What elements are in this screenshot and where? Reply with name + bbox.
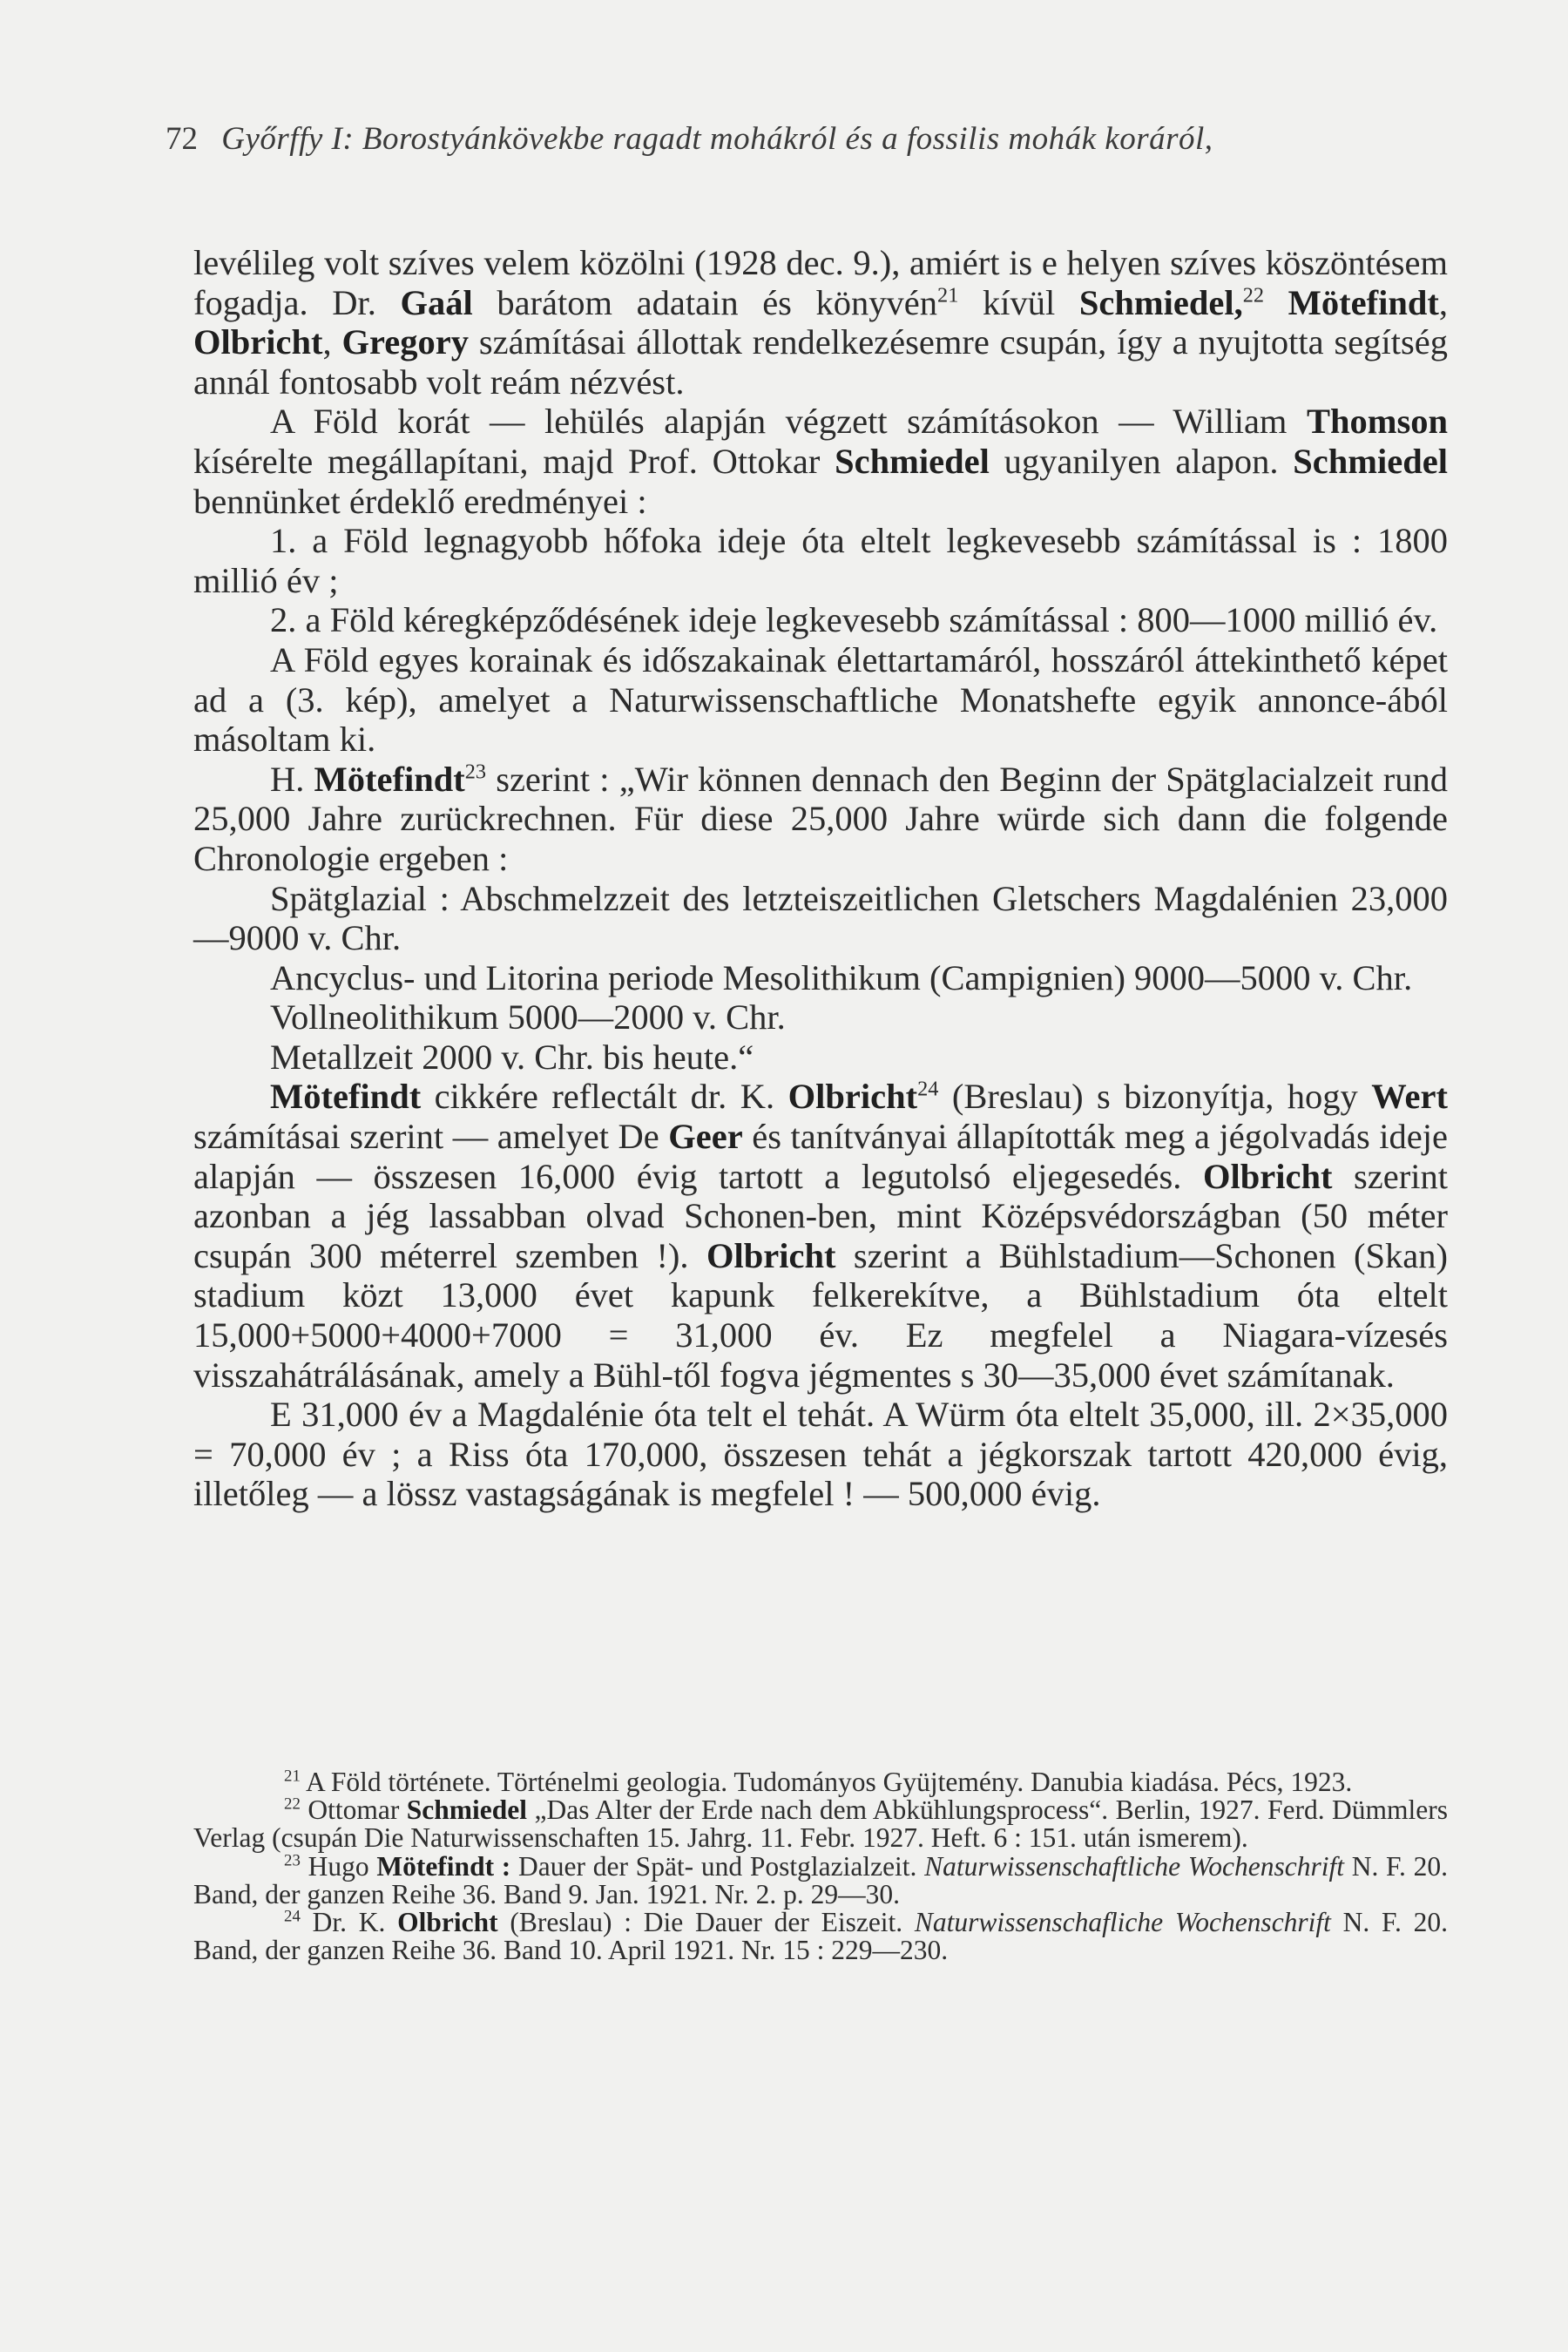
footnote-ref-21: 21 — [937, 283, 959, 308]
paragraph-3: 1. a Föld legnagyobb hőfoka ideje óta eltelt legkevesebb számítással is : 1800 millió év ; — [193, 521, 1448, 600]
footnote-22 — [193, 1796, 1448, 1852]
text-run: N. F. 20. Band, der ganzen Reihe 36. Band 10. April 1921. Nr. 15 : 229—230. — [193, 1907, 1449, 1966]
author-name: Schmiedel — [406, 1794, 528, 1826]
paragraph-10: Metallzeit 2000 v. Chr. bis heute.“ — [270, 1037, 754, 1077]
text-run: „Das Alter der Erde nach dem Abkühlungsprocess“. Berlin, 1927. Ferd. Dümmlers Verlag (csupán Die Naturwissenschaften 15. Jahrg. 11. Febr. 1927. Heft. 6 : 151. után ismerem). — [193, 1794, 1448, 1854]
text-run: N. F. 20. Band, der ganzen Reihe 36. Band 9. Jan. 1921. Nr. 2. p. 29—30. — [193, 1850, 1449, 1909]
paragraph-2 — [193, 402, 1448, 521]
text-run: szerint : „Wir können dennach den Beginn der Spätglacialzeit rund 25,000 Jahre zurückrechnen. Für diese 25,000 Jahre würde sich dann die folgende Chronologie ergeben : — [193, 759, 1448, 878]
paragraph-11 — [193, 1077, 1448, 1395]
footnote-23 — [193, 1850, 1449, 1909]
text-run: , — [1438, 282, 1448, 322]
footnote-21 — [193, 1768, 1448, 1796]
paragraph-5: A Föld egyes korainak és időszakainak élettartamáról, hosszáról áttekinthető képet ad a (3. kép), amelyet a Naturwissenschaftliche Monatshefte egyik annonce-ából másoltam ki. — [193, 639, 1448, 760]
author-name: Schmiedel, — [1078, 282, 1243, 322]
text-run: (Breslau) : Die Dauer der Eiszeit. — [497, 1907, 915, 1938]
footnote-ref-22: 22 — [1242, 283, 1265, 308]
footnote-number: 22 — [284, 1794, 301, 1814]
footnote-24 — [193, 1909, 1448, 1964]
text-run: cikkére reflectált dr. K. — [421, 1077, 788, 1117]
text-run: szerint a Bühlstadium—Schonen (Skan) stadium közt 13,000 évet kapunk felkerekítve, a Bühlstadium óta eltelt 15,000+5000+4000+7000 = 31,000 év. Ez megfelel a Niagara-vízesés visszahátrálásának, amely a Bühl-től fogva jégmentes s 30—35,000 évet számítanak. — [193, 1235, 1448, 1395]
author-name: Olbricht — [193, 322, 323, 362]
text-run: és tanítványai állapították meg a jégolvadás ideje alapján — összesen 16,000 évig tartott a legutolsó eljegesedés. — [193, 1117, 1449, 1196]
text-run: szerint azonban a jég lassabban olvad Schonen-ben, mint Középsvédországban (50 méter csupán 300 méterrel szemben !). — [193, 1156, 1448, 1275]
footnote-ref-24: 24 — [917, 1077, 939, 1101]
footnotes — [193, 1768, 1448, 1964]
author-name: Olbricht — [706, 1235, 836, 1275]
author-name: Thomson — [1306, 402, 1448, 442]
paragraph-9: Vollneolithikum 5000—2000 v. Chr. — [270, 997, 786, 1037]
author-name: Geer — [668, 1117, 743, 1157]
text-run: A Föld története. Történelmi geologia. Tudományos Gyüjtemény. Danubia kiadása. Pécs, 1923. — [300, 1767, 1353, 1797]
text-run: A Föld korát — lehülés alapján végzett számításokon — William — [270, 402, 1307, 442]
text-run: ugyanilyen alapon. — [989, 441, 1294, 481]
text-run: (Breslau) s bizonyítja, hogy — [938, 1077, 1372, 1117]
author-name: Olbricht — [397, 1907, 498, 1938]
footnote-number: 24 — [284, 1907, 301, 1926]
author-name: Mötefindt — [1288, 282, 1439, 322]
paragraph-7: Spätglazial : Abschmelzzeit des letzteiszeitlichen Gletschers Magdalénien 23,000—9000 v. Chr. — [193, 878, 1448, 958]
running-header — [166, 118, 1429, 161]
text-run: Ottomar — [300, 1794, 407, 1826]
text-run: kívül — [958, 282, 1079, 322]
author-name: Wert — [1371, 1077, 1448, 1117]
footnote-ref-23: 23 — [464, 760, 487, 784]
text-run: bennünket érdeklő eredményei : — [193, 481, 647, 521]
text-run: barátom adatain és könyvén — [472, 282, 938, 322]
text-run — [1264, 283, 1288, 322]
footnote-number: 21 — [284, 1767, 301, 1786]
author-name: Schmiedel — [1293, 441, 1448, 481]
author-name: Gaál — [400, 282, 473, 322]
text-run: Dauer der Spät- und Postglazialzeit. — [510, 1850, 925, 1882]
author-name: Mötefindt — [314, 759, 465, 799]
text-run: levélileg volt szíves velem közölni (1928 dec. 9.), amiért is e helyen szíves köszöntésem fogadja. Dr. — [193, 243, 1448, 322]
paragraph-4: 2. a Föld kéregképződésének ideje legkevesebb számítással : 800—1000 millió év. — [270, 600, 1438, 640]
paragraph-8: Ancyclus- und Litorina periode Mesolithikum (Campignien) 9000—5000 v. Chr. — [270, 957, 1413, 997]
text-run: H. — [270, 759, 314, 799]
paragraph-1 — [193, 243, 1448, 402]
author-name: Schmiedel — [835, 441, 990, 481]
text-run: Hugo — [300, 1850, 377, 1882]
journal-title: Naturwissenschafliche Wochenschrift — [914, 1907, 1331, 1938]
paragraph-6 — [193, 760, 1448, 879]
author-name: Mötefindt : — [376, 1850, 511, 1882]
journal-title: Naturwissenschaftliche Wochenschrift — [924, 1850, 1344, 1882]
author-name: Mötefindt — [270, 1077, 422, 1117]
text-run: számításai állottak rendelkezésemre csupán, így a nyujtotta segítség annál fontosabb volt reám nézvést. — [193, 322, 1449, 402]
body-text — [193, 243, 1448, 1514]
paragraph-12: E 31,000 év a Magdalénie óta telt el tehát. A Würm óta eltelt 35,000, ill. 2×35,000 = 70,000 év ; a Riss óta 170,000, összesen tehát a jégkorszak tartott 420,000 évig, illetőleg — a lössz vastagságának is megfelel ! — 500,000 évig. — [193, 1395, 1448, 1514]
text-run: Dr. K. — [300, 1907, 398, 1938]
author-name: Gregory — [341, 322, 469, 362]
author-name: Olbricht — [787, 1077, 918, 1117]
text-run: számításai szerint — amelyet De — [193, 1117, 669, 1157]
running-title: Győrffy I: Borostyánkövekbe ragadt mohákról és a fossilis mohák koráról, — [221, 121, 1213, 157]
text-run: kísérelte megállapítani, majd Prof. Ottokar — [193, 441, 835, 481]
footnote-number: 23 — [284, 1851, 301, 1870]
page-number: 72 — [166, 121, 198, 157]
text-run: , — [322, 322, 342, 362]
author-name: Olbricht — [1202, 1156, 1333, 1196]
